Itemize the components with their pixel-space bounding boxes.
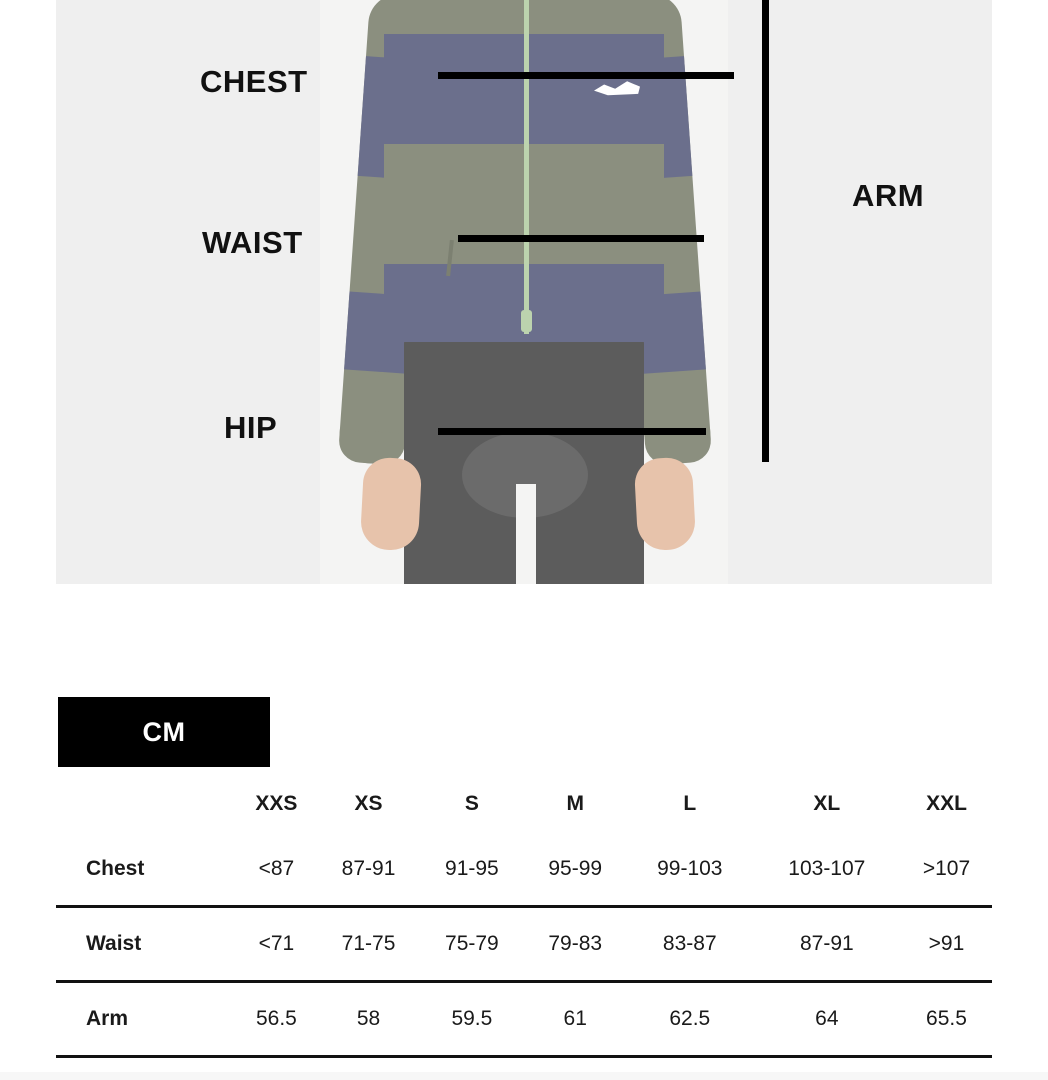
row-header-chest: Chest bbox=[86, 857, 145, 880]
unit-tab-cm[interactable] bbox=[58, 697, 270, 767]
cell-arm-s: 59.5 bbox=[451, 1007, 493, 1030]
cell-arm-m: 61 bbox=[563, 1007, 587, 1030]
header-corner bbox=[56, 775, 236, 833]
cell-waist-xl: 87-91 bbox=[799, 932, 854, 955]
cell-waist-xs: 71-75 bbox=[341, 932, 396, 955]
cell-arm-xxs: 56.5 bbox=[255, 1007, 297, 1030]
cell-arm-l: 62.5 bbox=[669, 1007, 711, 1030]
size-chart-body bbox=[56, 833, 992, 1057]
column-header-xl: XL bbox=[813, 792, 841, 815]
row-header-waist: Waist bbox=[86, 932, 142, 955]
waist-label: WAIST bbox=[202, 225, 303, 260]
cell-chest-xxl: >107 bbox=[922, 857, 971, 880]
cell-arm-xxl: 65.5 bbox=[926, 1007, 967, 1030]
right-hand bbox=[634, 457, 697, 552]
hip-measure-line bbox=[438, 428, 706, 435]
hip-label: HIP bbox=[224, 410, 278, 445]
chest-measure-line bbox=[438, 72, 734, 79]
garment-photo bbox=[320, 0, 728, 584]
cell-waist-m: 79-83 bbox=[548, 932, 603, 955]
leg-gap bbox=[516, 484, 536, 584]
cell-waist-xxs: <71 bbox=[258, 932, 295, 955]
page-bottom-strip bbox=[0, 1072, 1048, 1080]
size-guide-diagram bbox=[56, 0, 992, 584]
chest-label: CHEST bbox=[200, 64, 308, 99]
cell-waist-l: 83-87 bbox=[662, 932, 717, 955]
table-row bbox=[56, 907, 992, 982]
cell-arm-xl: 64 bbox=[815, 1007, 839, 1030]
cell-chest-xxs: <87 bbox=[258, 857, 295, 880]
cell-arm-xs: 58 bbox=[356, 1007, 381, 1030]
bib-shorts bbox=[404, 322, 644, 584]
column-header-l: L bbox=[683, 792, 697, 815]
cell-chest-xl: 103-107 bbox=[788, 857, 866, 880]
cell-waist-xxl: >91 bbox=[928, 932, 965, 955]
front-zipper bbox=[524, 0, 529, 334]
column-header-xs: XS bbox=[354, 792, 383, 815]
table-row bbox=[56, 982, 992, 1057]
cell-waist-s: 75-79 bbox=[445, 932, 499, 955]
zipper-pull bbox=[521, 310, 532, 332]
arm-measure-line bbox=[762, 0, 769, 462]
column-header-s: S bbox=[464, 792, 479, 815]
size-chart-header bbox=[56, 775, 992, 833]
column-header-xxs: XXS bbox=[255, 792, 298, 815]
waist-measure-line bbox=[458, 235, 704, 242]
size-chart-table bbox=[56, 775, 992, 1058]
left-hand bbox=[360, 457, 423, 552]
cell-chest-s: 91-95 bbox=[445, 857, 499, 880]
cell-chest-m: 95-99 bbox=[548, 857, 603, 880]
row-header-arm: Arm bbox=[86, 1007, 129, 1030]
unit-tab-label: CM bbox=[142, 716, 186, 747]
column-header-m: M bbox=[566, 792, 584, 815]
header-row bbox=[56, 775, 992, 833]
cell-chest-xs: 87-91 bbox=[341, 857, 396, 880]
column-header-xxl: XXL bbox=[926, 792, 967, 815]
table-row bbox=[56, 833, 992, 907]
arm-label: ARM bbox=[852, 178, 925, 213]
cell-chest-l: 99-103 bbox=[657, 857, 723, 880]
